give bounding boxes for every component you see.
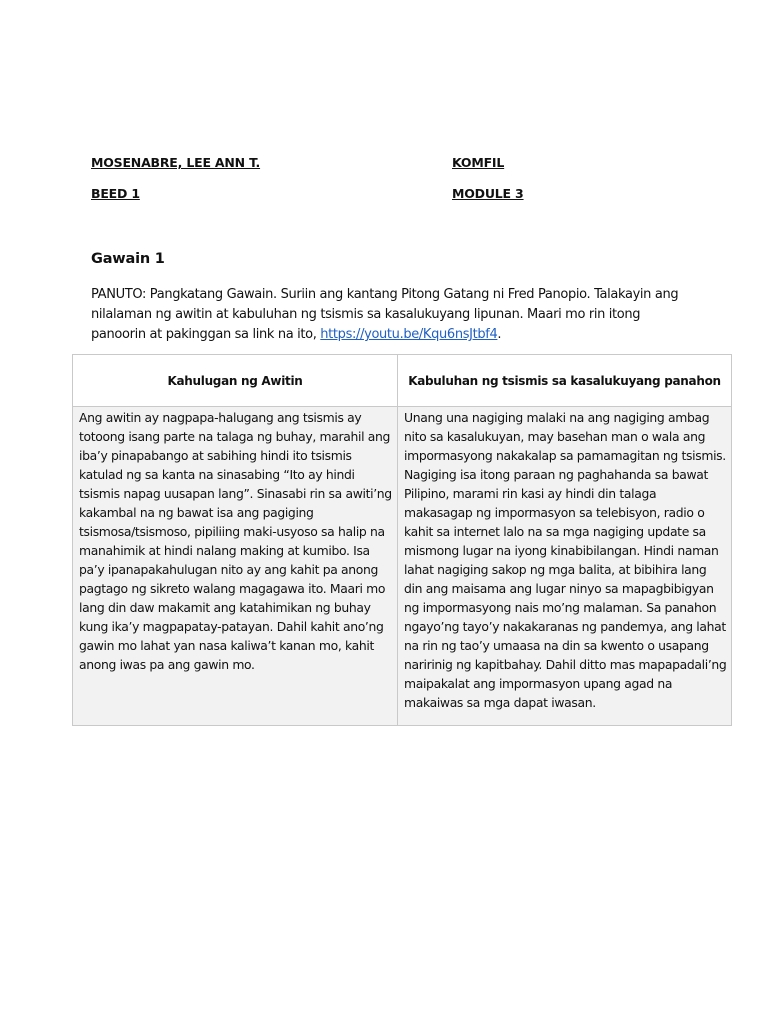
column-header-significance: Kabuluhan ng tsismis sa kasalukuyang panahon xyxy=(398,355,732,407)
column-header-meaning: Kahulugan ng Awitin xyxy=(73,355,398,407)
meaning-cell: Ang awitin ay nagpapa-halugang ang tsismis ay totoong isang parte na talaga ng buhay, marahil ang iba’y pinapabango at sabihing hindi ito tsismis katulad ng sa kanta na sinasabing “Ito ay hindi tsismis napag uusapan lang”. Sinasabi rin sa awiti’ng kakambal na ng bawat isa ang pagiging tsismosa/tsismoso, pipiliing maki-usyoso sa halip na manahimik at hindi nalang making at kumibo. Isa pa’y ipanapakahulugan nito ay ang kahit pa anong pagtago ng sikreto walang magagawa ito. Maari mo lang din daw makamit ang katahimikan ng buhay kung ika’y magpapatay-patayan. Dahil kahit ano’ng gawin mo lahat yan nasa kaliwa’t kanan mo, kahit anong iwas pa ang gawin mo. xyxy=(73,407,398,726)
table-row xyxy=(73,407,732,726)
instructions-paragraph xyxy=(91,285,691,345)
instructions-label: PANUTO: xyxy=(91,287,147,302)
student-name: MOSENABRE, LEE ANN T. xyxy=(91,155,261,170)
analysis-table xyxy=(72,354,732,726)
activity-heading: Gawain 1 xyxy=(91,251,165,267)
module-label: MODULE 3 xyxy=(452,186,524,201)
significance-cell: Unang una nagiging malaki na ang nagiging ambag nito sa kasalukuyan, may basehan man o wala ang impormasyong nakakalap sa pamamagitan ng tsismis. Nagiging isa itong paraan ng paghahanda sa bawat Pilipino, marami rin kasi ay hindi din talaga makasagap ng impormasyon sa telebisyon, radio o kahit sa internet lalo na sa mga nagiging update sa mismong lugar na iyong kinabibilangan. Hindi naman lahat nagiging sakop ng mga balita, at bibihira lang din ang maisama ang lugar ninyo sa mapagbibigyan ng impormasyong nais mo’ng malaman. Sa panahon ngayo’ng tayo’y nakakaranas ng pandemya, ang lahat na rin ng tao’y umaasa na din sa kwento o usapang naririnig ng kapitbahay. Dahil ditto mas mapapadali’ng maipakalat ang impormasyon upang agad na makaiwas sa mga dapat iwasan. xyxy=(398,407,732,726)
subject-label: KOMFIL xyxy=(452,155,505,170)
instructions-text: Pangkatang Gawain. Suriin ang kantang Pitong Gatang ni Fred Panopio. Talakayin ang nilalaman ng awitin at kabuluhan ng tsismis sa kasalukuyang lipunan. Maari mo rin itong panoorin at pakinggan sa link na ito, xyxy=(91,287,679,342)
table-header-row xyxy=(73,355,732,407)
youtube-link[interactable]: https://youtu.be/Kqu6nsJtbf4 xyxy=(320,327,498,342)
instructions-end: . xyxy=(497,327,502,342)
course-label: BEED 1 xyxy=(91,186,140,201)
